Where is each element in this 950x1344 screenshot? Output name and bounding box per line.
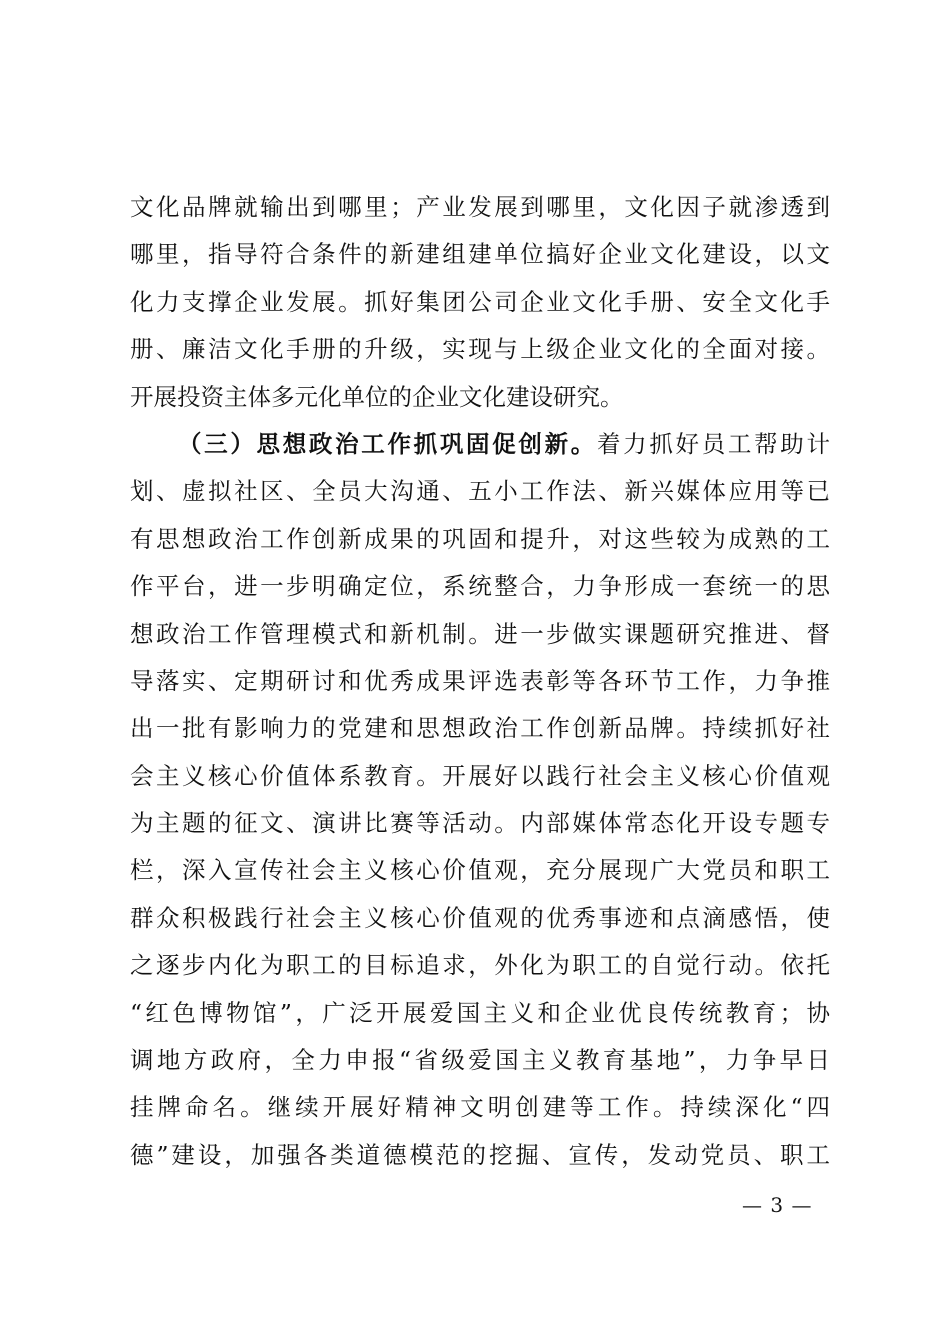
- text-line: 文化品牌就输出到哪里；产业发展到哪里，文化因子就渗透到: [130, 193, 830, 221]
- text-line: 德”建设，加强各类道德模范的挖掘、宣传，发动党员、职工: [130, 1140, 830, 1169]
- text-line: 划、虚拟社区、全员大沟通、五小工作法、新兴媒体应用等已: [130, 477, 830, 506]
- text-line: 想政治工作管理模式和新机制。进一步做实课题研究推进、督: [130, 619, 830, 648]
- paragraph-2: [130, 421, 830, 1179]
- text-line: 栏，深入宣传社会主义核心价值观，充分展现广大党员和职工: [130, 856, 830, 885]
- text-line-first: [130, 421, 830, 468]
- text-line: “红色博物馆”，广泛开展爱国主义和企业优良传统教育；协: [130, 998, 830, 1027]
- text-line: 有思想政治工作创新成果的巩固和提升，对这些较为成熟的工: [130, 524, 830, 553]
- text-line: 作平台，进一步明确定位，系统整合，力争形成一套统一的思: [130, 572, 830, 601]
- text-line: 为主题的征文、演讲比赛等活动。内部媒体常态化开设专题专: [130, 809, 830, 838]
- text-line: 导落实、定期研讨和优秀成果评选表彰等各环节工作，力争推: [130, 666, 830, 695]
- text-line: 会主义核心价值体系教育。开展好以践行社会主义核心价值观: [130, 761, 830, 790]
- page-number: — 3 —: [742, 1193, 813, 1217]
- section-heading: （三）思想政治工作抓巩固促创新。: [178, 429, 597, 458]
- text-line: 出一批有影响力的党建和思想政治工作创新品牌。持续抓好社: [130, 714, 830, 743]
- paragraph-1: [130, 184, 830, 421]
- text-line: 调地方政府，全力申报“省级爱国主义教育基地”，力争早日: [130, 1046, 830, 1075]
- heading-followup-text: 着力抓好员工帮助计: [597, 429, 830, 458]
- text-line: 开展投资主体多元化单位的企业文化建设研究。: [130, 382, 624, 411]
- text-line: 哪里，指导符合条件的新建组建单位搞好企业文化建设，以文: [130, 240, 830, 269]
- text-line: 群众积极践行社会主义核心价值观的优秀事迹和点滴感悟，使: [130, 903, 830, 932]
- text-line: 之逐步内化为职工的目标追求，外化为职工的自觉行动。依托: [130, 951, 830, 980]
- text-line: 化力支撑企业发展。抓好集团公司企业文化手册、安全文化手: [130, 287, 830, 316]
- text-line: 册、廉洁文化手册的升级，实现与上级企业文化的全面对接。: [130, 335, 830, 364]
- body-text: [130, 184, 830, 1179]
- text-line: 挂牌命名。继续开展好精神文明创建等工作。持续深化“四: [130, 1093, 830, 1122]
